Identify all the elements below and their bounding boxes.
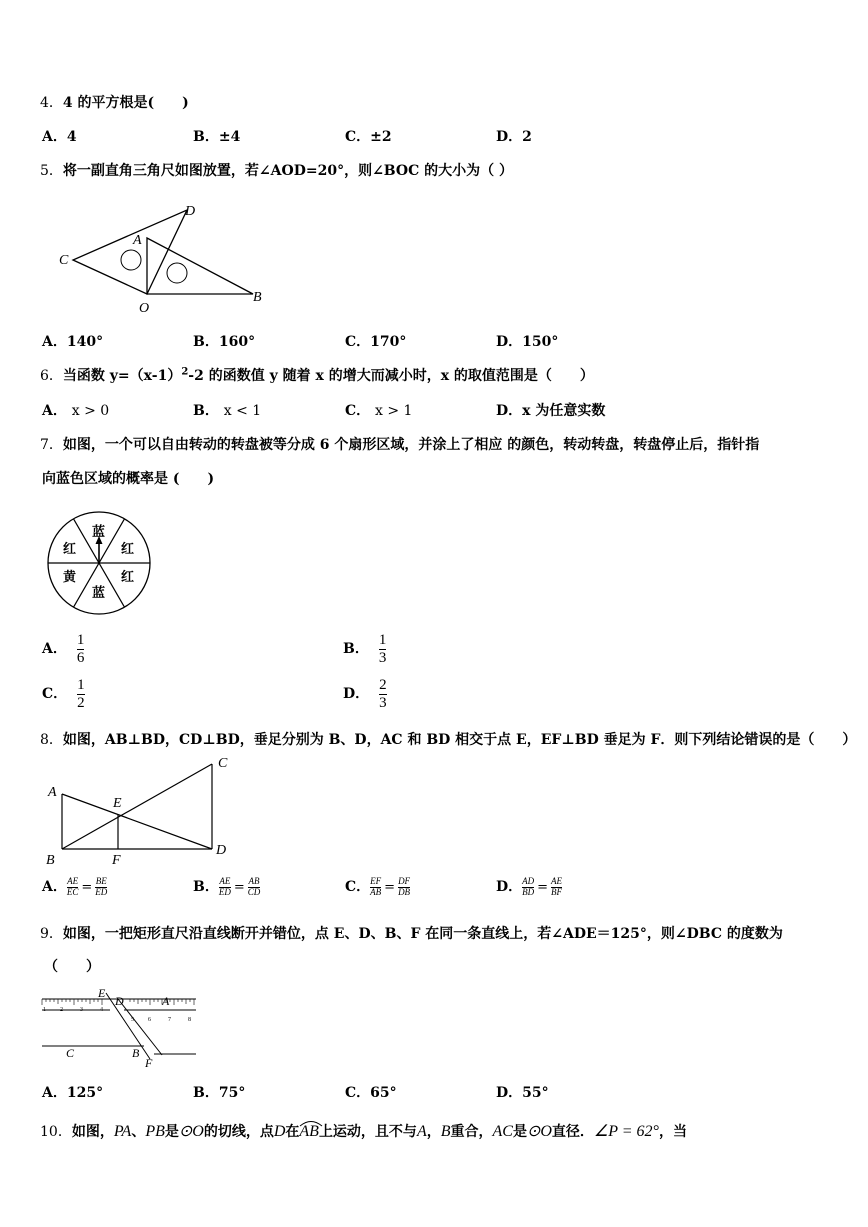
question-number: 10． bbox=[40, 1124, 72, 1140]
q8-option-d: D． $\frac{AD}{BD}$ = $\frac{AE}{BF}$ bbox=[496, 876, 563, 897]
q4-option-a: A．4 bbox=[42, 129, 77, 145]
q9-option-b: B．75° bbox=[193, 1085, 246, 1101]
q8-perpendicular-figure bbox=[44, 752, 244, 867]
question-number: 5． bbox=[40, 163, 63, 179]
ruler-tick-1: 1 bbox=[43, 1007, 46, 1013]
q4-option-b: B．±4 bbox=[193, 129, 241, 145]
question-text: 4 的平方根是( ) bbox=[62, 95, 189, 111]
ruler-tick-7: 7 bbox=[168, 1017, 171, 1023]
question-4 bbox=[40, 92, 189, 112]
q7-spinner-figure bbox=[44, 508, 154, 618]
q6-option-b: B． x < 1 bbox=[193, 403, 262, 419]
label-c: C bbox=[59, 253, 69, 268]
label-a: A bbox=[162, 994, 170, 1008]
q5-option-a: A．140° bbox=[42, 334, 104, 350]
q5-option-c: C．170° bbox=[345, 334, 407, 350]
question-7-line-2: 向蓝色区域的概率是 ( ) bbox=[42, 471, 215, 487]
q9-ruler-figure bbox=[38, 985, 203, 1070]
q8-option-b: B． $\frac{AE}{ED}$ = $\frac{AB}{CD}$ bbox=[193, 876, 261, 897]
label-d: D bbox=[185, 204, 196, 219]
question-number: 8． bbox=[40, 732, 63, 748]
question-number: 4． bbox=[40, 95, 63, 111]
label-e: E bbox=[98, 986, 106, 1000]
ruler-tick-6: 6 bbox=[148, 1017, 151, 1023]
ruler-tick-8: 8 bbox=[188, 1017, 191, 1023]
label-o: O bbox=[139, 301, 150, 316]
arc-ab: AB bbox=[299, 1123, 319, 1141]
q5-triangle-figure bbox=[55, 198, 275, 318]
question-5 bbox=[40, 160, 513, 180]
q4-option-c: C．±2 bbox=[345, 129, 392, 145]
q8-option-c: C． $\frac{EF}{AB}$ = $\frac{DF}{DB}$ bbox=[345, 876, 411, 897]
label-e: E bbox=[113, 796, 122, 811]
label-a: A bbox=[133, 233, 142, 248]
label-f: F bbox=[112, 853, 121, 867]
q7-option-a: A． $\frac{1}{6}$ bbox=[42, 632, 85, 666]
q4-option-d: D．2 bbox=[496, 129, 532, 145]
ruler-tick-2: 2 bbox=[60, 1007, 63, 1013]
question-10: 10．如图，PA、PB是⊙O的切线，点D在 AB上运动，且不与A，B重合，AC是⊙O直径．∠P = 62°，当 bbox=[40, 1123, 687, 1140]
question-6: 6．当函数 $y=(x-1)^2-2$ 的函数值 y 随着 x 的增大而减小时，x 的取值范围是（ ） bbox=[40, 366, 594, 384]
q9-option-a: A．125° bbox=[42, 1085, 104, 1101]
question-7-line-1: 7．如图，一个可以自由转动的转盘被等分成 6 个扇形区域，并涂上了相应 的颜色，转动转盘，转盘停止后，指针指 bbox=[40, 437, 760, 453]
sector-lower-right: 红 bbox=[121, 569, 135, 584]
q8-option-a: A． $\frac{AE}{EC}$ = $\frac{BE}{ED}$ bbox=[42, 876, 108, 897]
sector-top: 蓝 bbox=[92, 524, 106, 539]
q6-option-a: A． x > 0 bbox=[42, 403, 110, 419]
sector-lower-left: 黄 bbox=[63, 569, 77, 584]
q5-option-d: D．150° bbox=[496, 334, 559, 350]
q7-option-b: B． $\frac{1}{3}$ bbox=[343, 632, 387, 666]
ruler-tick-4: 4 bbox=[100, 1007, 103, 1013]
q7-option-c: C． $\frac{1}{2}$ bbox=[42, 677, 85, 711]
ruler-tick-3: 3 bbox=[80, 1007, 83, 1013]
question-number: 7． bbox=[40, 437, 63, 453]
label-d: D bbox=[115, 994, 124, 1008]
label-b: B bbox=[132, 1046, 140, 1060]
q9-option-d: D．55° bbox=[496, 1085, 549, 1101]
ruler-tick-5: 5 bbox=[131, 1017, 134, 1023]
q6-option-c: C． x > 1 bbox=[345, 403, 413, 419]
question-8: 8．如图，AB⊥BD，CD⊥BD，垂足分别为 B、D，AC 和 BD 相交于点 E，EF⊥BD 垂足为 F．则下列结论错误的是（ ） bbox=[40, 732, 857, 748]
question-text: 将一副直角三角尺如图放置，若∠AOD=20°，则∠BOC 的大小为（ ） bbox=[62, 163, 513, 179]
label-c: C bbox=[66, 1046, 75, 1060]
question-number: 6． bbox=[40, 368, 63, 384]
q9-option-c: C．65° bbox=[345, 1085, 397, 1101]
label-a: A bbox=[48, 785, 57, 800]
sector-bottom: 蓝 bbox=[92, 585, 106, 600]
label-f: F bbox=[145, 1056, 153, 1070]
q5-option-b: B．160° bbox=[193, 334, 256, 350]
sector-upper-left: 红 bbox=[63, 541, 77, 556]
question-number: 9． bbox=[40, 926, 63, 942]
sector-upper-right: 红 bbox=[121, 541, 135, 556]
label-c: C bbox=[218, 756, 228, 771]
question-9-line-2: （ ） bbox=[44, 959, 100, 975]
q6-option-d: D．x 为任意实数 bbox=[496, 403, 606, 419]
label-b: B bbox=[253, 290, 262, 305]
label-b: B bbox=[46, 853, 55, 867]
q7-option-d: D． $\frac{2}{3}$ bbox=[343, 677, 387, 711]
label-d: D bbox=[216, 843, 227, 858]
question-9-line-1: 9．如图，一把矩形直尺沿直线断开并错位，点 E、D、B、F 在同一条直线上，若∠ADE＝125°，则∠DBC 的度数为 bbox=[40, 926, 783, 942]
